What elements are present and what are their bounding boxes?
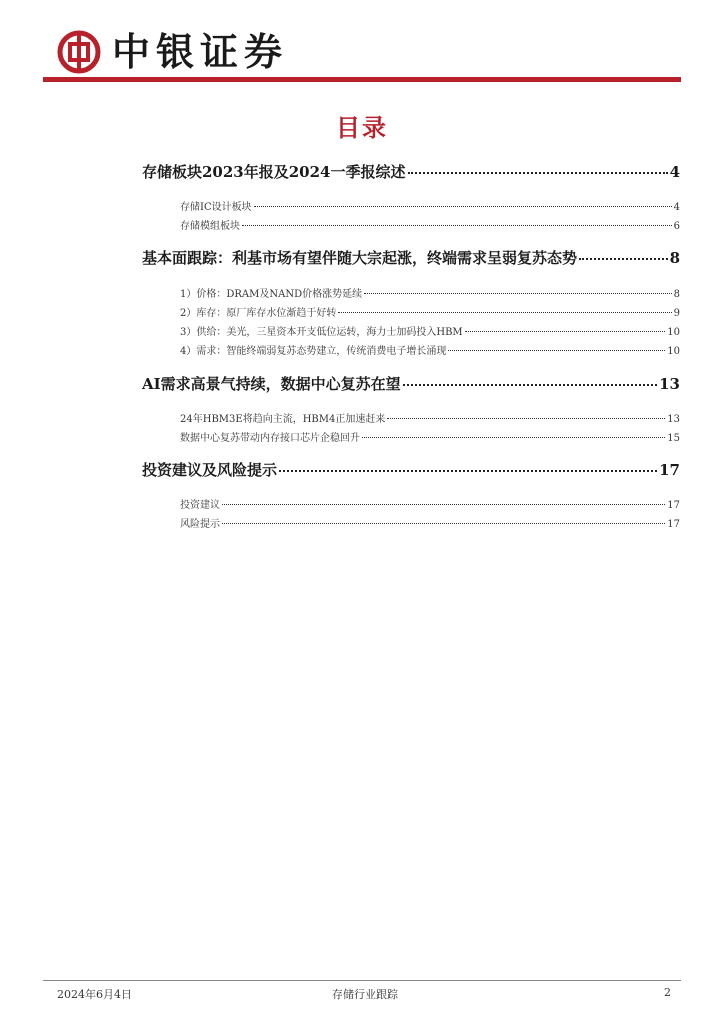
toc-entry-label: 存储IC设计板块 (180, 202, 252, 213)
toc-entry-page: 8 (669, 249, 680, 267)
toc-entry-4-2[interactable] (180, 515, 680, 530)
toc-leader-dots (222, 523, 665, 524)
toc-entry-page: 13 (667, 414, 680, 425)
toc-entry-label: 风险提示 (180, 519, 220, 530)
toc-entry-2-1[interactable] (180, 285, 680, 300)
brand-name: 中银证券 (112, 30, 289, 74)
toc-entry-label: AI需求高景气持续，数据中心复苏在望 (142, 375, 401, 393)
toc-entry-1-2[interactable] (180, 217, 680, 232)
toc-entry-2-2[interactable] (180, 304, 680, 319)
toc-entry-page: 10 (667, 346, 680, 357)
toc-entry-page: 17 (667, 500, 680, 511)
toc-leader-dots (387, 418, 665, 419)
toc-entry-label: 4）需求：智能终端弱复苏态势建立，传统消费电子增长涌现 (180, 346, 447, 357)
toc-entry-3[interactable] (142, 373, 680, 394)
toc-leader-dots (279, 470, 657, 472)
toc-entry-page: 8 (673, 289, 680, 300)
toc-leader-dots (222, 504, 665, 505)
toc-leader-dots (338, 312, 671, 313)
toc-title: 目录 (336, 114, 388, 142)
toc-entry-page: 10 (667, 327, 680, 338)
toc-entry-page: 17 (659, 461, 680, 479)
toc-entry-label: 存储板块2023年报及2024一季报综述 (142, 163, 406, 181)
toc-entry-1-1[interactable] (180, 198, 680, 213)
toc-entry-label: 投资建议 (180, 500, 220, 511)
toc-entry-page: 17 (667, 519, 680, 530)
toc-leader-dots (408, 172, 668, 174)
toc-entry-page: 4 (673, 202, 680, 213)
bank-of-china-logo-icon (57, 30, 101, 74)
toc-entry-label: 数据中心复苏带动内存接口芯片企稳回升 (180, 433, 360, 444)
toc-entry-label: 24年HBM3E将趋向主流，HBM4正加速赶来 (180, 414, 386, 425)
toc-entry-page: 4 (669, 163, 680, 181)
toc-entry-label: 2）库存：原厂库存水位渐趋于好转 (180, 308, 337, 319)
header-divider (43, 77, 681, 82)
footer-page-number: 2 (664, 986, 671, 999)
toc-entry-2-4[interactable] (180, 342, 680, 357)
footer-report-type: 存储行业跟踪 (332, 988, 398, 1001)
footer-date: 2024年6月4日 (57, 988, 132, 1001)
toc-entry-page: 15 (667, 433, 680, 444)
toc-entry-3-1[interactable] (180, 410, 680, 425)
toc-entry-label: 3）供给：美光，三星资本开支低位运转，海力士加码投入HBM (180, 327, 463, 338)
toc-leader-dots (364, 293, 672, 294)
toc-entry-label: 存储模组板块 (180, 221, 240, 232)
toc-leader-dots (448, 350, 665, 351)
toc-leader-dots (362, 437, 665, 438)
toc-entry-label: 投资建议及风险提示 (142, 461, 278, 479)
toc-entry-page: 6 (673, 221, 680, 232)
toc-leader-dots (579, 258, 668, 260)
toc-entry-1[interactable] (142, 161, 680, 182)
toc-leader-dots (242, 225, 672, 226)
toc-entry-2-3[interactable] (180, 323, 680, 338)
toc-entry-label: 1）价格：DRAM及NAND价格涨势延续 (180, 289, 363, 300)
toc-leader-dots (465, 331, 666, 332)
toc-entry-4-1[interactable] (180, 496, 680, 511)
toc-entry-3-2[interactable] (180, 429, 680, 444)
toc-entry-page: 9 (673, 308, 680, 319)
page-header (0, 0, 724, 90)
toc-entry-page: 13 (659, 375, 680, 393)
toc-entry-4[interactable] (142, 459, 680, 480)
toc-entry-2[interactable] (142, 247, 680, 268)
toc-leader-dots (403, 384, 657, 386)
toc-leader-dots (254, 206, 672, 207)
footer-divider (43, 980, 681, 981)
toc-entry-label: 基本面跟踪：利基市场有望伴随大宗起涨，终端需求呈弱复苏态势 (142, 249, 578, 267)
